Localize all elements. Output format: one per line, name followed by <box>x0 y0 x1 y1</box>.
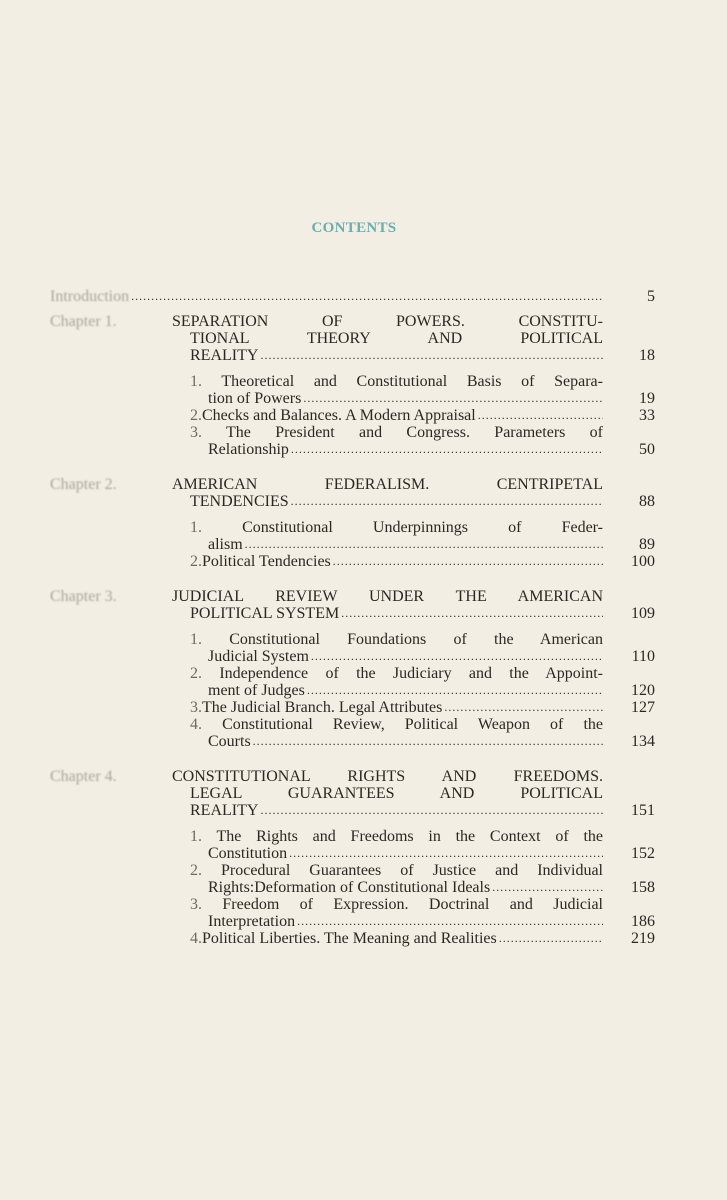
section-number: 3. <box>190 699 202 716</box>
dot-leader <box>339 605 603 622</box>
dot-leader <box>442 699 603 716</box>
dot-leader <box>287 845 603 862</box>
section-number: 2. <box>190 553 202 570</box>
contents-heading: CONTENTS <box>311 220 397 236</box>
entry-text: Rights:Deformation of Constitutional Ideals <box>208 879 491 896</box>
entry-text: REALITY <box>190 802 259 819</box>
toc-line <box>190 347 603 364</box>
entry-text: Interpretation <box>208 913 296 930</box>
dot-leader <box>497 930 603 947</box>
entry-text: LEGAL GUARANTEES AND POLITICAL <box>190 785 603 802</box>
chapter-label: Chapter 2. <box>50 476 117 493</box>
toc-line <box>172 313 603 330</box>
toc-section <box>50 930 655 947</box>
section-number: 1. <box>190 373 202 390</box>
section-number: 4. <box>190 930 202 947</box>
entry-text: Procedural Guarantees of Justice and Individual <box>221 862 603 879</box>
page-number: 5 <box>647 288 655 305</box>
toc-section <box>50 407 655 424</box>
toc-line <box>190 605 603 622</box>
toc-line <box>172 476 603 493</box>
toc-line <box>190 407 603 424</box>
page-number: 219 <box>631 930 655 947</box>
entry-text: alism <box>208 536 243 553</box>
section-list <box>50 828 655 947</box>
toc-entry-introduction <box>50 288 655 305</box>
entry-text: Constitutional Foundations of the American <box>229 631 603 648</box>
dot-leader <box>258 347 603 364</box>
entry-text: ment of Judges <box>208 682 305 699</box>
toc-line <box>208 441 603 458</box>
page-number: 100 <box>631 553 655 570</box>
entry-text: Independence of the Judiciary and the Appoint- <box>219 665 603 682</box>
toc-section <box>50 373 655 407</box>
toc-line <box>190 493 603 510</box>
page-number: 110 <box>631 648 655 665</box>
chapter-label: Chapter 3. <box>50 588 117 605</box>
page-number: 127 <box>631 699 655 716</box>
chapter-label: Chapter 4. <box>50 768 117 785</box>
toc-line <box>190 699 603 716</box>
toc-line <box>190 373 603 390</box>
entry-text: AMERICAN FEDERALISM. CENTRIPETAL <box>172 476 603 493</box>
entry-text: Theoretical and Constitutional Basis of Separa- <box>221 373 603 390</box>
page-number: 18 <box>639 347 655 364</box>
dot-leader <box>305 682 603 699</box>
dot-leader <box>295 913 603 930</box>
entry-text: Political Tendencies <box>202 553 331 570</box>
section-list <box>50 373 655 458</box>
toc-line <box>208 913 603 930</box>
page-number: 33 <box>639 407 655 424</box>
toc-line <box>190 519 603 536</box>
entry-text: The Judicial Branch. Legal Attributes <box>202 699 443 716</box>
dot-leader <box>331 553 603 570</box>
dot-leader <box>258 802 603 819</box>
entry-text: SEPARATION OF POWERS. CONSTITU- <box>172 313 603 330</box>
toc-line <box>208 536 603 553</box>
section-number: 1. <box>190 828 202 845</box>
toc-line <box>190 802 603 819</box>
page-number: 120 <box>631 682 655 699</box>
toc-line <box>208 648 603 665</box>
entry-text: Freedom of Expression. Doctrinal and Judicial <box>222 896 603 913</box>
toc-chapter <box>50 476 655 510</box>
section-number: 1. <box>190 631 202 648</box>
toc-section <box>50 519 655 553</box>
toc-line <box>190 930 603 947</box>
page-number: 186 <box>631 913 655 930</box>
entry-text: The Rights and Freedoms in the Context of the <box>216 828 603 845</box>
dot-leader <box>476 407 603 424</box>
toc-section <box>50 716 655 750</box>
dot-leader <box>309 648 603 665</box>
toc-line <box>190 553 603 570</box>
page-number: 152 <box>631 845 655 862</box>
page-number: 89 <box>639 536 655 553</box>
toc-line <box>190 716 603 733</box>
entry-text: Judicial System <box>208 648 309 665</box>
entry-text: Constitutional Underpinnings of Feder- <box>242 519 603 536</box>
toc-line <box>208 879 603 896</box>
page-number: 134 <box>631 733 655 750</box>
dot-leader <box>251 733 603 750</box>
section-number: 3. <box>190 424 202 441</box>
page-number: 50 <box>639 441 655 458</box>
entry-text: tion of Powers <box>208 390 302 407</box>
toc-line <box>190 631 603 648</box>
dot-leader <box>301 390 603 407</box>
toc-section <box>50 896 655 930</box>
toc-chapter <box>50 588 655 622</box>
toc-section <box>50 665 655 699</box>
toc-line <box>208 733 603 750</box>
toc-line <box>208 390 603 407</box>
section-list <box>50 631 655 750</box>
toc-line <box>190 665 603 682</box>
section-number: 2. <box>190 862 202 879</box>
toc-line <box>190 785 603 802</box>
entry-text: JUDICIAL REVIEW UNDER THE AMERICAN <box>172 588 603 605</box>
toc-line <box>190 424 603 441</box>
toc-line <box>172 588 603 605</box>
page-number: 158 <box>631 879 655 896</box>
dot-leader <box>129 288 603 305</box>
entry-text: Checks and Balances. A Modern Appraisal <box>202 407 476 424</box>
entry-text: Courts <box>208 733 251 750</box>
entry-text: Political Liberties. The Meaning and Realities <box>202 930 497 947</box>
dot-leader <box>289 441 603 458</box>
entry-text: TIONAL THEORY AND POLITICAL <box>190 330 603 347</box>
section-number: 4. <box>190 716 202 733</box>
entry-text: REALITY <box>190 347 259 364</box>
section-list <box>50 519 655 570</box>
toc-line <box>190 828 603 845</box>
page-number: 151 <box>631 802 655 819</box>
toc-line <box>50 288 603 305</box>
page-number: 88 <box>639 493 655 510</box>
page-number: 109 <box>631 605 655 622</box>
toc-section <box>50 631 655 665</box>
introduction-label: Introduction <box>50 288 130 305</box>
toc-chapter <box>50 768 655 819</box>
dot-leader <box>243 536 603 553</box>
entry-text: The President and Congress. Parameters of <box>226 424 603 441</box>
toc-line <box>190 862 603 879</box>
dot-leader <box>490 879 603 896</box>
section-number: 2. <box>190 665 202 682</box>
chapter-label: Chapter 1. <box>50 313 117 330</box>
entry-text: Constitution <box>208 845 288 862</box>
entry-text: Constitutional Review, Political Weapon of the <box>222 716 603 733</box>
section-number: 2. <box>190 407 202 424</box>
toc-line <box>208 845 603 862</box>
entry-text: TENDENCIES <box>190 493 289 510</box>
section-number: 3. <box>190 896 202 913</box>
section-number: 1. <box>190 519 202 536</box>
table-of-contents <box>50 288 655 947</box>
toc-section <box>50 828 655 862</box>
entry-text: Relationship <box>208 441 289 458</box>
toc-chapter <box>50 313 655 364</box>
toc-line <box>190 330 603 347</box>
entry-text: POLITICAL SYSTEM <box>190 605 340 622</box>
toc-line <box>172 768 603 785</box>
dot-leader <box>289 493 603 510</box>
entry-text: CONSTITUTIONAL RIGHTS AND FREEDOMS. <box>172 768 603 785</box>
toc-line <box>190 896 603 913</box>
toc-section <box>50 424 655 458</box>
page-number: 19 <box>639 390 655 407</box>
toc-section <box>50 699 655 716</box>
toc-section <box>50 862 655 896</box>
toc-line <box>208 682 603 699</box>
toc-section <box>50 553 655 570</box>
